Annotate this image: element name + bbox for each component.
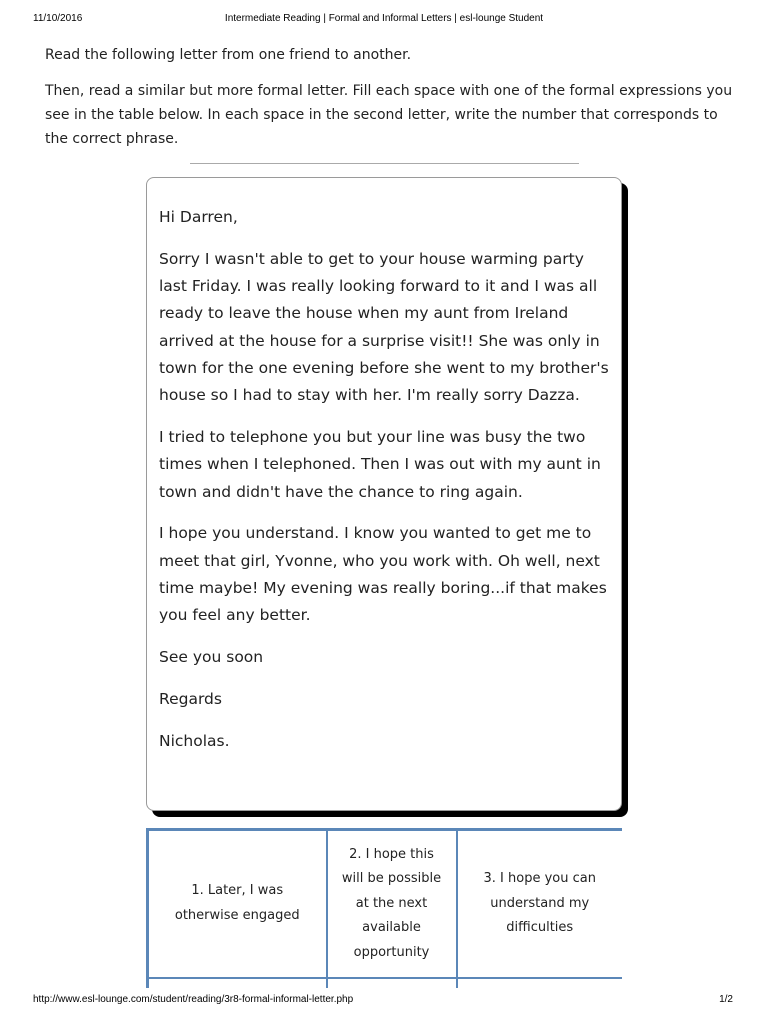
print-date: 11/10/2016	[33, 13, 83, 24]
phrase-cell: 3. I hope you can understand my difficulties	[457, 830, 623, 978]
intro-paragraph-2: Then, read a similar but more formal letter. Fill each space with one of the formal expressions you see in the table below. In each space in the second letter, write the number that corresponds to the correct phrase.	[45, 83, 733, 147]
phrase-cell	[148, 978, 327, 989]
page-number: 1/2	[719, 994, 733, 1005]
phrase-table-container	[146, 828, 622, 988]
letter-paragraph: I hope you understand. I know you wanted to get me to meet that girl, Yvonne, who you work with. Oh well, next time maybe! My evening was really boring...if that makes you feel any better.	[159, 524, 607, 625]
phrase-cell	[457, 978, 623, 989]
print-url: http://www.esl-lounge.com/student/reading/3r8-formal-informal-letter.php	[33, 994, 354, 1005]
phrase-cell: 2. I hope this will be possible at the next available opportunity	[327, 830, 457, 978]
letter-paragraph: Sorry I wasn't able to get to your house warming party last Friday. I was really looking forward to it and I was all ready to leave the house when my aunt from Ireland arrived at the house for a surprise visit!! She was only in town for the one evening before she went to my brother's house so I had to stay with her. I'm really sorry Dazza.	[159, 249, 609, 405]
phrase-cell: 1. Later, I was otherwise engaged	[148, 830, 327, 978]
print-title: Intermediate Reading | Formal and Informal Letters | esl-lounge Student	[224, 13, 544, 24]
letter-paragraph: I tried to telephone you but your line was busy the two times when I telephoned. Then I was out with my aunt in town and didn't have the chance to ring again.	[159, 428, 601, 501]
intro-text	[45, 43, 735, 163]
letter-greeting: Hi Darren,	[159, 208, 238, 226]
letter-signature: Nicholas.	[159, 731, 230, 750]
table-row	[148, 978, 623, 989]
phrase-cell	[327, 978, 457, 989]
table-row	[148, 830, 623, 978]
divider	[190, 163, 579, 164]
letter-closing: See you soon	[159, 648, 264, 667]
intro-paragraph-1: Read the following letter from one friend to another.	[45, 47, 412, 63]
letter-signoff: Regards	[159, 689, 222, 708]
phrase-table	[146, 828, 622, 988]
informal-letter	[146, 177, 622, 811]
